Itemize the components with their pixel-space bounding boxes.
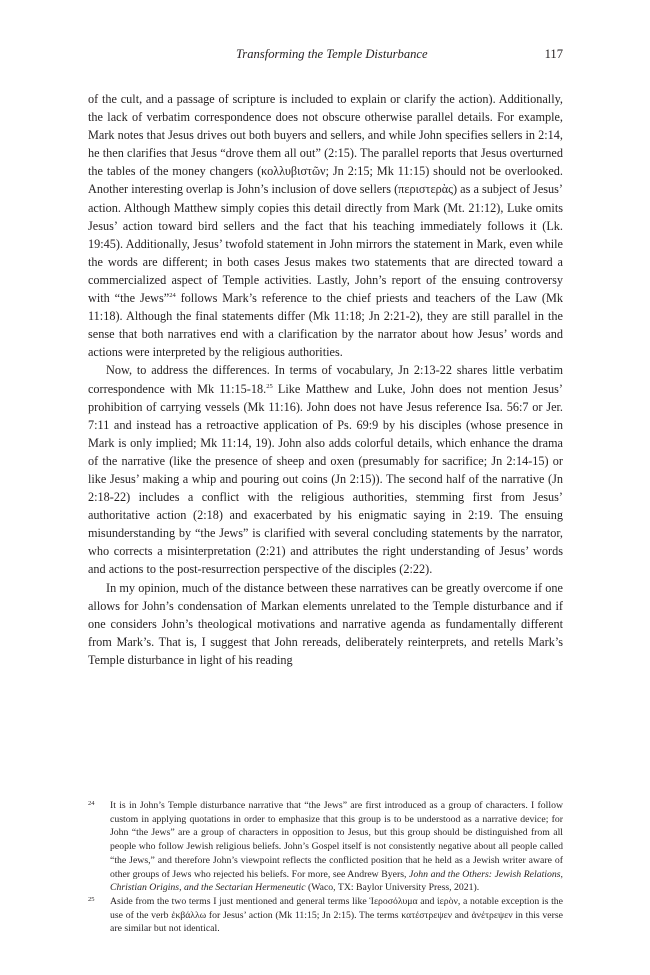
paragraph-1-text-a: of the cult, and a passage of scripture is included to explain or clarify the action). Additionally, the lack of verbatim correspondence does not obscure otherwise parallel details. For example, Mark notes that Jesus drives out both buyers and sellers, and while John specifies sellers in 2:14, he then clarifies that Jesus “drove them all out” (2:15). The parallel reports that Jesus overturned the tables of the money changers (κολλυβιστῶν; Jn 2:15; Mk 11:15) should not be overlooked. Another interesting overlap is John’s inclusion of dove sellers (περιστερὰς) as a subject of Jesus’ action. Although Matthew simply copies this detail directly from Mark (Mt. 21:12), Luke omits Jesus’ action toward bird sellers and the fact that his teaching immediately follows it (Lk. 19:45). Additionally, Jesus’ twofold statement in John mirrors the statement in Mark, even while the words are different; in both cases Jesus makes two statements that are directed toward a commercialized aspect of Temple activities. Lastly, John’s report of the ensuing controversy with “the Jews” (88, 92, 563, 306)
footnote-marker: 24 (88, 800, 95, 807)
paragraph-2-text-b: Like Matthew and Luke, John does not mention Jesus’ prohibition of carrying vessels (Mk 11:16). John does not have Jesus reference Isa. 56:7 or Jer. 7:11 and instead has a retroactive application of Ps. 69:9 by his disciples (whose presence in Mark is only implied; Mk 11:14, 19). John also adds colorful details, which enhance the drama of the narrative (like the presence of sheep and oxen (presumably for sacrifice; Jn 2:14-15) or like Jesus’ making a whip and pouring out coins (Jn 2:15)). The second half of the narrative (Jn 2:18-22) includes a conflict with the religious authorities, stemming first from Jesus’ authoritative action (2:18) and exacerbated by his enigmatic saying in 2:19. The ensuing misunderstanding by “the Jews” is clarified with several concluding statements by the narrator, who corrects a misinterpretation (2:21) and attributes the right understanding of Jesus’ words and actions to the post-resurrection perspective of the disciples (2:22). (88, 381, 563, 577)
paragraph-1-text-b: follows Mark’s reference to the chief priests and teachers of the Law (Mk 11:18). Although the final statements differ (Mk 11:18; Jn 2:21-2), they are still parallel in the sense that both narratives end with a clarification by the narrator about how Jesus’ words and actions were interpreted by the religious authorities. (88, 291, 563, 360)
footnote-24-title: John and the Others: Jewish Relations, Christian Origins, and the Sectarian Hermeneutic (110, 868, 563, 894)
paragraph-3: In my opinion, much of the distance between these narratives can be greatly overcome if one allows for John’s condensation of Markan elements unrelated to the Temple disturbance and if one considers John’s theological motivations and narrative agenda as fundamentally different from Mark’s. That is, I suggest that John rereads, deliberately reinterprets, and retells Mark’s Temple disturbance in light of his reading (88, 580, 563, 667)
footnotes (88, 799, 563, 936)
body-text (88, 90, 563, 669)
running-head (88, 47, 563, 65)
footnote-ref-25[interactable]: 25 (266, 382, 273, 390)
running-title: Transforming the Temple Disturbance (236, 47, 428, 61)
paragraph-2 (88, 361, 563, 578)
page-number: 117 (544, 47, 563, 61)
footnote-24-text: It is in John’s Temple disturbance narrative that “the Jews” are first introduced as a group of characters. I follow custom in applying quotations in order to emphasize that this group is to be understood as a narrative device; for John “the Jews” are a group of characters in opposition to Jesus, but this group should be distinguished from all people who follow Jewish religious beliefs. John’s Gospel itself is not consistently negative about all people called “the Jews,” and therefore John’s viewpoint reflects the conflicted position that he held as a Jewish writer aware of other groups of Jews who rejected his beliefs. For more, see Andrew Byers, (110, 800, 563, 880)
footnote-25 (88, 895, 563, 936)
footnote-24 (88, 799, 563, 895)
footnote-marker: 25 (88, 895, 95, 903)
footnote-24-tail: (Waco, TX: Baylor University Press, 2021). (305, 882, 480, 894)
footnote-text (110, 800, 563, 893)
footnote-ref-24[interactable]: 24 (169, 292, 176, 300)
footnote-25-text: Aside from the two terms I just mentioned and general terms like Ἱεροσόλυμα and ἱερὸν, a notable exception is the use of the verb ἐκβάλλω for Jesus’ action (Mk 11:15; Jn 2:15). The terms κατέστρεψεν and ἀνέτρεψεν in this verse are similar but not identical. (110, 895, 563, 935)
paragraph-2-text-a: Now, to address the differences. In terms of vocabulary, Jn 2:13-22 shares little verbatim correspondence with Mk 11:15-18. (88, 363, 563, 396)
paragraph-1 (88, 90, 563, 361)
